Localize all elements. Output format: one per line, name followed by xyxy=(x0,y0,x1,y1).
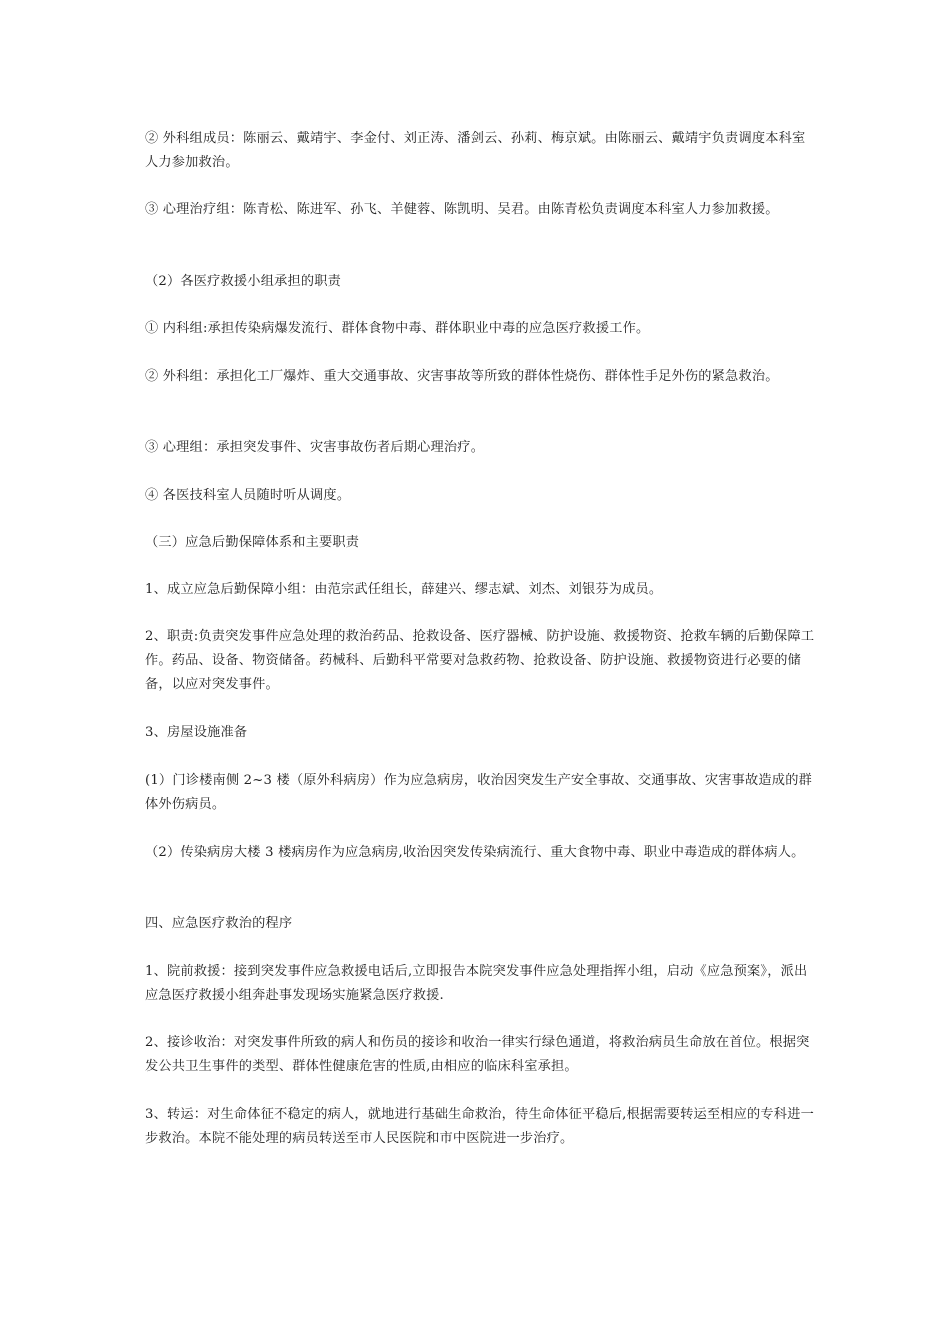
paragraph-surgery-duty: ② 外科组：承担化工厂爆炸、重大交通事故、灾害事故等所致的群体性烧伤、群体性手足外伤的紧急救治。 xyxy=(145,369,779,384)
paragraph-group-duties-heading: （2）各医疗救援小组承担的职责 xyxy=(145,274,342,289)
paragraph-admission: 2、接诊收治：对突发事件所致的病人和伤员的接诊和收治一律实行绿色通道，将救治病员生命放在首位。根据突发公共卫生事件的类型、群体性健康危害的性质,由相应的临床科室承担。 xyxy=(145,1035,810,1074)
paragraph-surgery-group-members: ② 外科组成员：陈丽云、戴靖宇、李金付、刘正涛、潘剑云、孙莉、梅京斌。由陈丽云、戴靖宇负责调度本科室人力参加救治。 xyxy=(145,131,806,170)
paragraph-psychology-group-members: ③ 心理治疗组：陈青松、陈进军、孙飞、羊健蓉、陈凯明、吴君。由陈青松负责调度本科室人力参加救援。 xyxy=(145,202,779,217)
paragraph-facility-infectious: （2）传染病房大楼 3 楼病房作为应急病房,收治因突发传染病流行、重大食物中毒、职业中毒造成的群体病人。 xyxy=(145,845,805,860)
paragraph-medtech-staff: ④ 各医技科室人员随时听从调度。 xyxy=(145,488,351,503)
paragraph-transfer: 3、转运：对生命体征不稳定的病人，就地进行基础生命救治，待生命体征平稳后,根据需要转运至相应的专科进一步救治。本院不能处理的病员转送至市人民医院和市中医院进一步治疗。 xyxy=(145,1107,814,1146)
paragraph-facility-outpatient: (1）门诊楼南侧 2~3 楼（原外科病房）作为应急病房，收治因突发生产安全事故、交通事故、灾害事故造成的群体外伤病员。 xyxy=(145,773,812,812)
paragraph-logistics-duties: 2、职责:负责突发事件应急处理的救治药品、抢救设备、医疗器械、防护设施、救援物资、抢救车辆的后勤保障工作。药品、设备、物资储备。药械科、后勤科平常要对急救药物、抢救设备、防护设施、救援物资进行必要的储备，以应对突发事件。 xyxy=(145,629,815,692)
paragraph-prehospital: 1、院前救援：接到突发事件应急救援电话后,立即报告本院突发事件应急处理指挥小组，启动《应急预案》，派出应急医疗救援小组奔赴事发现场实施紧急医疗救援. xyxy=(145,964,808,1003)
section-heading-logistics: （三）应急后勤保障体系和主要职责 xyxy=(145,535,360,550)
paragraph-logistics-group: 1、成立应急后勤保障小组：由范宗武任组长，薛建兴、缪志斌、刘杰、刘银芬为成员。 xyxy=(145,582,663,597)
section-heading-procedure: 四、应急医疗救治的程序 xyxy=(145,916,293,931)
paragraph-psychology-duty: ③ 心理组：承担突发事件、灾害事故伤者后期心理治疗。 xyxy=(145,440,485,455)
paragraph-facilities-heading: 3、房屋设施准备 xyxy=(145,725,248,740)
paragraph-internal-medicine-duty: ① 内科组:承担传染病爆发流行、群体食物中毒、群体职业中毒的应急医疗救援工作。 xyxy=(145,321,650,336)
